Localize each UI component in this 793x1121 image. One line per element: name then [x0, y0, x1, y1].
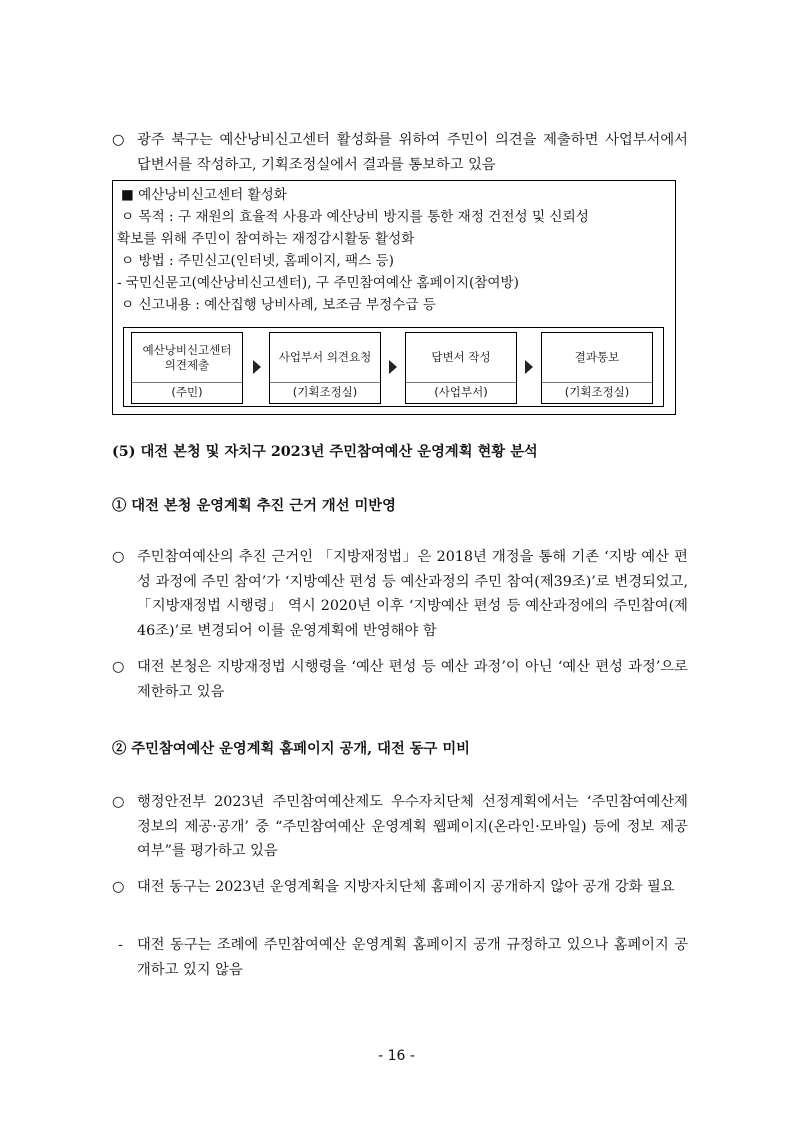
box-title: ■ 예산낭비신고센터 활성화: [121, 187, 287, 203]
paragraph-3: [112, 790, 688, 864]
process-flow: [123, 327, 664, 407]
flow-step-notify: [541, 332, 653, 404]
flow-step-label: 사업부서 의견요청: [270, 333, 380, 383]
flow-step-request: [269, 332, 381, 404]
section-heading: (5) 대전 본청 및 자치구 2023년 주민참여예산 운영계획 현황 분석: [112, 444, 538, 460]
bullet-circle: ○: [112, 549, 125, 565]
paragraph-text: 대전 본청은 지방재정법 시행령을 ‘예산 편성 등 예산 과정’이 아닌 ‘예산 편성 과정’으로 제한하고 있음: [137, 659, 688, 700]
flow-step-label: 예산낭비신고센터 의견제출: [132, 333, 242, 383]
bullet-circle: ○: [112, 879, 125, 895]
arrow-right-icon: [525, 360, 533, 374]
box-purpose-line-1: ㅇ 목적 : 구 재원의 효율적 사용과 예산낭비 방지를 통한 재정 건전성 및 신뢰성: [121, 209, 589, 225]
paragraph-1: [112, 545, 688, 643]
flow-step-owner: (사업부서): [434, 385, 488, 399]
flow-step-owner: (주민): [171, 385, 203, 399]
box-channel: - 국민신문고(예산낭비신고센터), 구 주민참여예산 홈페이지(참여방): [117, 275, 519, 291]
flow-step-label: 답변서 작성: [406, 333, 516, 383]
paragraph-text: 행정안전부 2023년 주민참여예산제도 우수자치단체 선정계획에서는 ‘주민참여예산제 정보의 제공·공개’ 중 “주민참여예산 운영계획 웹페이지(온라인·모바일) 등에 정보 제공 여부”를 평가하고 있음: [137, 794, 688, 859]
flow-step-submit: [131, 332, 243, 404]
flow-step-owner: (기획조정실): [292, 385, 358, 399]
paragraph-4: [112, 875, 688, 900]
intro-paragraph: [112, 128, 688, 177]
arrow-right-icon: [253, 360, 261, 374]
flow-step-owner: (기획조정실): [564, 385, 630, 399]
page-number: - 16 -: [378, 1048, 415, 1064]
bullet-circle: ○: [112, 132, 125, 148]
box-method: ㅇ 방법 : 주민신고(인터넷, 홈페이지, 팩스 등): [121, 253, 394, 269]
paragraph-5: [118, 933, 688, 982]
intro-text: 광주 북구는 예산낭비신고센터 활성화를 위하여 주민이 의견을 제출하면 사업부서에서 답변서를 작성하고, 기획조정실에서 결과를 통보하고 있음: [137, 132, 688, 173]
subsection-heading-1: ① 대전 본청 운영계획 추진 근거 개선 미반영: [112, 498, 396, 514]
box-content: ㅇ 신고내용 : 예산집행 낭비사례, 보조금 부정수급 등: [121, 297, 436, 313]
bullet-circle: ○: [112, 659, 125, 675]
flow-step-answer: [405, 332, 517, 404]
paragraph-text: 대전 동구는 조례에 주민참여예산 운영계획 홈페이지 공개 규정하고 있으나 홈페이지 공개하고 있지 않음: [137, 937, 688, 978]
bullet-circle: ○: [112, 794, 125, 810]
paragraph-text: 대전 동구는 2023년 운영계획을 지방자치단체 홈페이지 공개하지 않아 공개 강화 필요: [137, 879, 675, 895]
flow-step-label: 결과통보: [542, 333, 652, 383]
box-purpose-line-2: 확보를 위해 주민이 참여하는 재정감시활동 활성화: [117, 231, 415, 247]
arrow-right-icon: [389, 360, 397, 374]
paragraph-text: 주민참여예산의 추진 근거인 「지방재정법」은 2018년 개정을 통해 기존 ‘지방 예산 편성 과정에 주민 참여’가 ‘지방예산 편성 등 예산과정의 주민 참여(제39조)’로 변경되었고, 「지방재정법 시행령」 역시 2020년 이후 ‘지방예산 편성 등 예산과정에의 주민참여(제46조)’로 변경되어 이를 운영계획에 반영해야 함: [137, 549, 688, 639]
report-center-box: [112, 180, 676, 415]
paragraph-2: [112, 655, 688, 704]
subsection-heading-2: ② 주민참여예산 운영계획 홈페이지 공개, 대전 동구 미비: [112, 741, 470, 757]
bullet-dash: -: [118, 937, 123, 953]
